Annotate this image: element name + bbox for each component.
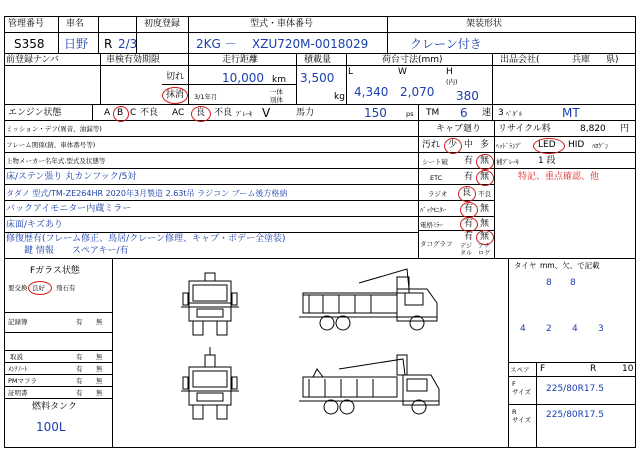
one-body: 一体: [270, 88, 283, 96]
model-label: 型式・車体番号: [250, 19, 314, 29]
fuel-label: 燃料タンク: [32, 402, 77, 412]
seat-label: シート破: [422, 158, 448, 166]
mirror-none: 無: [480, 219, 490, 229]
truck-diagram: [113, 259, 508, 448]
dirt-label: 汚れ: [422, 140, 441, 150]
ac-good: 良: [196, 108, 206, 118]
inspection-cancelled: 抹消: [166, 90, 185, 100]
mileage: 10,000: [222, 71, 264, 85]
yen-unit: 円: [620, 124, 630, 134]
dirt-high: 多: [480, 140, 490, 150]
fglass-replace: 要交換: [8, 284, 28, 292]
engine-label: エンジン状態: [8, 108, 62, 118]
maint-has: 有: [76, 365, 83, 373]
dirt-circle: [444, 138, 462, 154]
backmon-has: 有: [464, 204, 474, 214]
radio-circle: [458, 186, 476, 202]
transmission: MT: [562, 106, 580, 120]
capacity-label: 積載量: [304, 55, 332, 65]
record-none: 無: [96, 318, 103, 326]
fglass-good: 良好: [32, 284, 45, 292]
headlamp-halogen: ﾊﾛｹﾞﾝ: [592, 142, 609, 150]
cargo-H-unit: (内): [446, 78, 458, 86]
size-F-label: F サイズ: [512, 380, 531, 396]
note-3: バックアイモニター内蔵ミラー: [6, 204, 132, 214]
separate: 別体: [270, 96, 283, 104]
cargo-H: 380: [456, 89, 479, 103]
chassis-no: XZU720M-0018029: [252, 37, 369, 51]
body-shape: クレーン付き: [410, 37, 482, 51]
manual-label: 取説: [10, 353, 23, 361]
aux-brake-label: 補ﾌﾞﾚｰｷ: [496, 158, 519, 166]
engine-grade-b: B: [117, 108, 124, 118]
mileage-label: 走行距離: [222, 55, 259, 65]
cargo-W-label: W: [398, 67, 407, 77]
pm-has: 有: [76, 377, 83, 385]
cancelled-circle: [162, 87, 188, 104]
cargo-H-label: H: [446, 67, 453, 77]
manual-has: 有: [76, 353, 83, 361]
fuel-value: 100L: [36, 420, 66, 434]
backmon-label: ﾊﾞｯｸﾓﾆﾀｰ: [420, 206, 446, 214]
backmon-circle: [460, 202, 478, 218]
pedal-no: 3: [498, 108, 504, 118]
tire-rear-3: 4: [572, 324, 578, 334]
brake-label: ﾌﾞﾚｰｷ: [236, 110, 253, 118]
cargo-label: 荷台寸法(mm): [382, 55, 443, 65]
cert-label: 証明書: [8, 389, 28, 397]
mirror-has: 有: [464, 219, 474, 229]
seller-label: 出品会社(: [500, 55, 540, 65]
side-view-top: [299, 269, 437, 330]
tacho-none: 無: [480, 232, 490, 242]
note-1: 床/ステン張り 丸カンフック/5対: [6, 172, 137, 182]
spare-R-value: 10: [622, 364, 634, 374]
seat-none: 無: [480, 156, 490, 166]
ac-bad: 不良: [214, 108, 233, 118]
recycle-label: リサイクル料: [498, 124, 551, 134]
etc-circle: [476, 170, 494, 186]
size-R-label: R サイズ: [512, 408, 531, 424]
mirror-label: 電格ﾐﾗｰ: [420, 221, 443, 229]
record-label: 記録簿: [8, 318, 28, 326]
size-F: 225/80R17.5: [546, 384, 604, 394]
era: R: [104, 37, 113, 51]
maker-notes-row: 上物メーカー名年式.型式及状態等: [6, 157, 106, 165]
inspection-label: 車検有効期限: [106, 55, 161, 65]
note-4: 床面/キズあり: [6, 220, 63, 230]
note-5: 修復歴有(フレーム修正、鳥居/クレーン修理、キャブ・ボデー全塗装): [6, 234, 286, 244]
cert-has: 有: [76, 389, 83, 397]
side-view-bottom: [299, 355, 439, 414]
tire-rear-1: 4: [520, 324, 526, 334]
tire-units: mm、欠、で記載: [540, 261, 600, 270]
maint-label: ﾒﾝﾃﾉｰﾄ: [8, 365, 28, 373]
maker: 日野: [64, 37, 89, 51]
hp-value: 150: [364, 106, 387, 120]
seller-pref: 兵庫: [572, 55, 591, 65]
special-note: 特記、重点確認、他: [518, 172, 600, 182]
tacho-analog: アナ ログ: [478, 243, 491, 257]
fglass-circle: [28, 281, 52, 295]
tm-value: 6: [460, 106, 468, 120]
tire-front-right: 8: [570, 278, 576, 288]
tm-label: TM: [426, 108, 440, 118]
mgmt-no: S358: [14, 37, 45, 51]
pm-none: 無: [96, 377, 103, 385]
mirror-circle: [460, 217, 478, 232]
tire-rear-2: 2: [546, 324, 552, 334]
fglass-title: Fガラス状態: [30, 266, 80, 276]
cargo-W: 2,070: [400, 85, 435, 99]
headlamp-led: LED: [538, 140, 556, 150]
tacho-label: タコグラフ: [420, 240, 453, 248]
dirt-low: 少: [448, 140, 458, 150]
etc-none: 無: [480, 172, 490, 182]
front-view-top: [181, 273, 239, 335]
note-2: タダノ 型式/TM-ZE264HR 2020年3月製造 2.63t吊 ラジコン ブーム後方格納: [6, 189, 288, 198]
seat-has: 有: [464, 156, 474, 166]
tacho-has: 有: [464, 232, 474, 242]
kg-unit: kg: [334, 92, 345, 102]
tacho-digital: デジ タル: [460, 243, 473, 257]
note-6: 鍵 情報 スペアキー/有: [24, 246, 129, 256]
engine-grade-a: A: [104, 108, 111, 118]
speed-unit: 速: [482, 108, 492, 118]
pm-label: PMマフラ: [8, 377, 38, 385]
engine-grade-circle: [113, 106, 129, 122]
ac-good-circle: [191, 106, 211, 122]
pedal-label: ﾍﾟﾀﾞﾙ: [506, 110, 523, 118]
headlamp-label: ﾍｯﾄﾞﾗﾝﾌﾟ: [496, 142, 522, 150]
radio-label: ラジオ: [428, 190, 448, 198]
cargo-L: 4,340: [354, 85, 389, 99]
recycle-value: 8,820: [580, 124, 606, 134]
backmon-none: 無: [480, 204, 490, 214]
record-has: 有: [76, 318, 83, 326]
cargo-L-label: L: [348, 67, 354, 77]
frame-row: フレーム関係(錆、車体番号等): [6, 141, 96, 149]
seat-circle: [476, 154, 494, 170]
dirt-mid: 中: [464, 140, 474, 150]
km-unit: km: [272, 75, 286, 85]
cancel-date: 3/1年月: [194, 93, 218, 101]
inspection-expired: 切れ: [166, 72, 185, 82]
capacity: 3,500: [300, 71, 335, 85]
mgmt-no-label: 管理番号: [8, 19, 45, 29]
cert-none: 無: [96, 389, 103, 397]
tire-rear-4: 3: [598, 324, 604, 334]
engine-bad: 不良: [140, 108, 159, 118]
model-prefix: 2KG －: [196, 37, 237, 51]
headlamp-circle: [533, 138, 565, 154]
tire-front-left: 8: [546, 278, 552, 288]
seller-suffix: 県): [606, 55, 619, 65]
headlamp-hid: HID: [568, 140, 585, 150]
spare-F: F: [540, 364, 546, 374]
prev-plate-label: 前登録ナンバ: [6, 55, 59, 65]
radio-good: 良: [462, 188, 472, 198]
ps-unit: ps: [406, 110, 414, 118]
body-label: 架装形状: [466, 19, 503, 29]
cab-label: キャブ廻り: [436, 124, 482, 134]
brake-value: V: [262, 106, 271, 120]
spare-label: スペア: [510, 366, 530, 374]
engine-grade-c: C: [130, 108, 137, 118]
fglass-chip: 飛石有: [56, 284, 76, 292]
aux-brake-value: 1 段: [538, 156, 556, 166]
hp-label: 馬力: [296, 108, 315, 118]
first-reg: 2/3: [118, 37, 138, 51]
maint-none: 無: [96, 365, 103, 373]
tire-label: タイヤ: [514, 261, 537, 270]
etc-label: ETC: [430, 174, 443, 182]
ac-label: AC: [172, 108, 185, 118]
mission-row: ミッション・デフ(異音、油漏等): [6, 125, 102, 133]
radio-bad: 不良: [478, 190, 491, 198]
first-reg-label: 初度登録: [144, 19, 181, 29]
front-view-bottom: [181, 347, 239, 419]
manual-none: 無: [96, 353, 103, 361]
etc-has: 有: [464, 172, 474, 182]
maker-label: 車名: [66, 19, 85, 29]
size-R: 225/80R17.5: [546, 410, 604, 420]
spare-R: R: [590, 364, 597, 374]
